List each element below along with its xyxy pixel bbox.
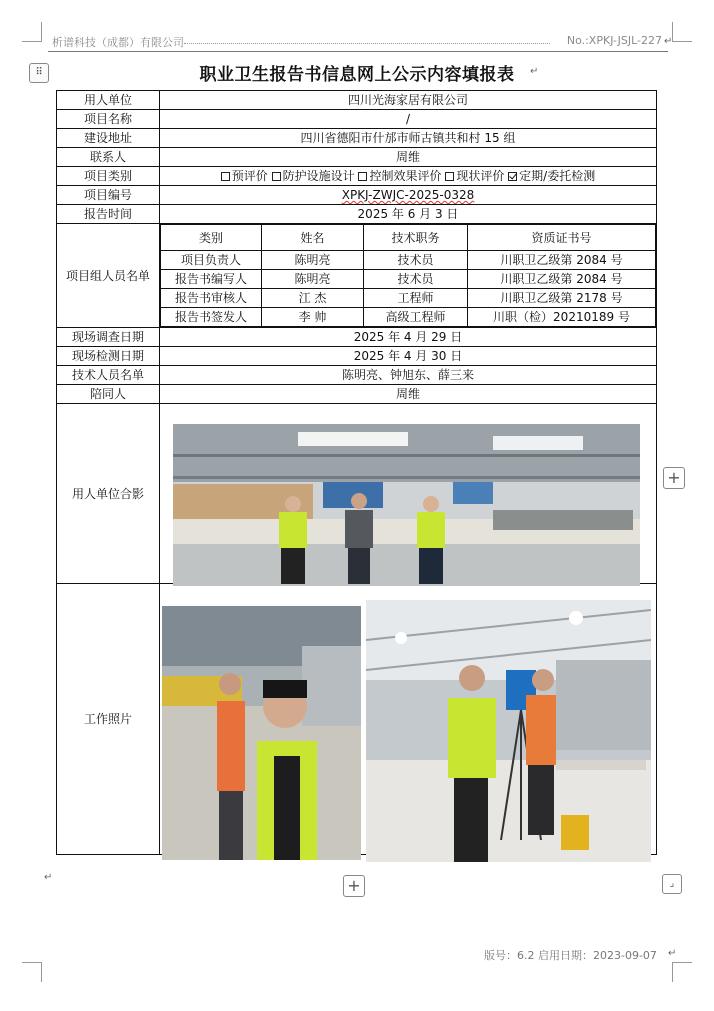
work-photo-2-image[interactable] — [366, 600, 651, 862]
table-row — [161, 251, 656, 270]
checkbox-icon[interactable] — [445, 172, 454, 181]
tech-staff-label: 技术人员名单 — [57, 366, 160, 385]
paragraph-mark: ↵ — [668, 948, 677, 959]
table-row — [161, 289, 656, 308]
add-row-plus-icon[interactable]: + — [343, 875, 365, 897]
row-address — [57, 129, 657, 148]
team-role[interactable]: 项目负责人 — [161, 251, 262, 270]
checkbox-icon[interactable] — [221, 172, 230, 181]
header-rule — [48, 51, 668, 52]
detect-date-label: 现场检测日期 — [57, 347, 160, 366]
category-option-status-eval[interactable]: 现状评价 — [445, 169, 504, 183]
paragraph-mark: ↵ — [44, 872, 53, 883]
report-time-value[interactable]: 2025 年 6 月 3 日 — [160, 205, 657, 224]
paragraph-mark: ↵ — [530, 66, 539, 77]
address-label: 建设地址 — [57, 129, 160, 148]
team-header-cert: 资质证书号 — [468, 225, 656, 251]
team-role[interactable]: 报告书审核人 — [161, 289, 262, 308]
team-name[interactable]: 江 杰 — [262, 289, 364, 308]
team-title[interactable]: 技术员 — [364, 251, 468, 270]
page-header — [52, 34, 662, 50]
survey-date-value[interactable]: 2025 年 4 月 29 日 — [160, 328, 657, 347]
accompany-label: 陪同人 — [57, 385, 160, 404]
page-footer: 版号：6.2 启用日期：2023-09-07 — [484, 949, 657, 962]
employer-label: 用人单位 — [57, 91, 160, 110]
category-options — [160, 167, 657, 186]
team-role[interactable]: 报告书签发人 — [161, 308, 262, 327]
group-photo-image[interactable] — [173, 424, 640, 586]
contact-value[interactable]: 周维 — [160, 148, 657, 167]
team-cert[interactable]: 川职卫乙级第 2084 号 — [468, 270, 656, 289]
row-report-time — [57, 205, 657, 224]
project-no-label: 项目编号 — [57, 186, 160, 205]
team-name[interactable]: 陈明亮 — [262, 251, 364, 270]
work-photo-1-drawing — [162, 606, 361, 860]
add-column-plus-icon[interactable]: + — [663, 467, 685, 489]
checkbox-icon[interactable] — [272, 172, 281, 181]
work-photo-1-image[interactable] — [162, 606, 361, 860]
team-label: 项目组人员名单 — [57, 224, 160, 328]
team-header-title: 技术职务 — [364, 225, 468, 251]
resize-corner-icon[interactable]: ⌟ — [662, 874, 682, 894]
team-title[interactable]: 技术员 — [364, 270, 468, 289]
team-header-row — [161, 225, 656, 251]
category-option-protection-design[interactable]: 防护设施设计 — [272, 169, 355, 183]
team-title[interactable]: 工程师 — [364, 289, 468, 308]
team-title[interactable]: 高级工程师 — [364, 308, 468, 327]
row-survey-date — [57, 328, 657, 347]
row-employer — [57, 91, 657, 110]
project-name-value[interactable]: / — [160, 110, 657, 129]
crop-mark-bottom-right — [672, 962, 692, 982]
row-accompany — [57, 385, 657, 404]
project-no-text: XPKJ-ZWJC-2025-0328 — [341, 188, 475, 202]
team-header-category: 类别 — [161, 225, 262, 251]
report-time-label: 报告时间 — [57, 205, 160, 224]
team-name[interactable]: 陈明亮 — [262, 270, 364, 289]
row-detect-date — [57, 347, 657, 366]
table-move-handle-icon[interactable]: ⠿ — [29, 63, 49, 83]
work-photo-label: 工作照片 — [57, 584, 160, 855]
team-cert[interactable]: 川职卫乙级第 2084 号 — [468, 251, 656, 270]
header-doc-no: No.:XPKJ-JSJL-227 — [566, 34, 662, 47]
row-team — [57, 224, 657, 328]
category-option-periodic-test[interactable]: 定期/委托检测 — [508, 169, 595, 183]
header-company: 析谱科技（成都）有限公司 — [52, 36, 184, 49]
detect-date-value[interactable]: 2025 年 4 月 30 日 — [160, 347, 657, 366]
employer-value[interactable]: 四川光海家居有限公司 — [160, 91, 657, 110]
tech-staff-value[interactable]: 陈明亮、钟旭东、薛三来 — [160, 366, 657, 385]
team-role[interactable]: 报告书编写人 — [161, 270, 262, 289]
work-photo-2-drawing — [366, 600, 651, 862]
paragraph-mark: ↵ — [664, 36, 673, 47]
checkbox-checked-icon[interactable] — [508, 172, 517, 181]
team-table — [160, 224, 656, 327]
contact-label: 联系人 — [57, 148, 160, 167]
worker-orange — [217, 673, 245, 860]
row-category — [57, 167, 657, 186]
table-row — [161, 270, 656, 289]
team-header-name: 姓名 — [262, 225, 364, 251]
team-cell — [160, 224, 657, 328]
address-value[interactable]: 四川省德阳市什邡市师古镇共和村 15 组 — [160, 129, 657, 148]
header-leader-dots — [184, 43, 550, 44]
group-photo-label: 用人单位合影 — [57, 404, 160, 584]
crop-mark-top-left — [22, 22, 42, 42]
row-project-name — [57, 110, 657, 129]
crop-mark-bottom-left — [22, 962, 42, 982]
row-project-no — [57, 186, 657, 205]
project-name-label: 项目名称 — [57, 110, 160, 129]
crop-mark-top-right — [672, 22, 692, 42]
category-option-pre-eval[interactable]: 预评价 — [221, 169, 268, 183]
category-option-control-eval[interactable]: 控制效果评价 — [358, 169, 441, 183]
team-cert[interactable]: 川职卫乙级第 2178 号 — [468, 289, 656, 308]
group-photo-drawing — [173, 424, 640, 586]
survey-date-label: 现场调查日期 — [57, 328, 160, 347]
table-row — [161, 308, 656, 327]
project-no-value[interactable] — [160, 186, 657, 205]
row-tech-staff — [57, 366, 657, 385]
page-title: 职业卫生报告书信息网上公示内容填报表 — [199, 65, 515, 85]
category-label: 项目类别 — [57, 167, 160, 186]
accompany-value[interactable]: 周维 — [160, 385, 657, 404]
team-cert[interactable]: 川职（检）20210189 号 — [468, 308, 656, 327]
row-contact — [57, 148, 657, 167]
checkbox-icon[interactable] — [358, 172, 367, 181]
team-name[interactable]: 李 帅 — [262, 308, 364, 327]
